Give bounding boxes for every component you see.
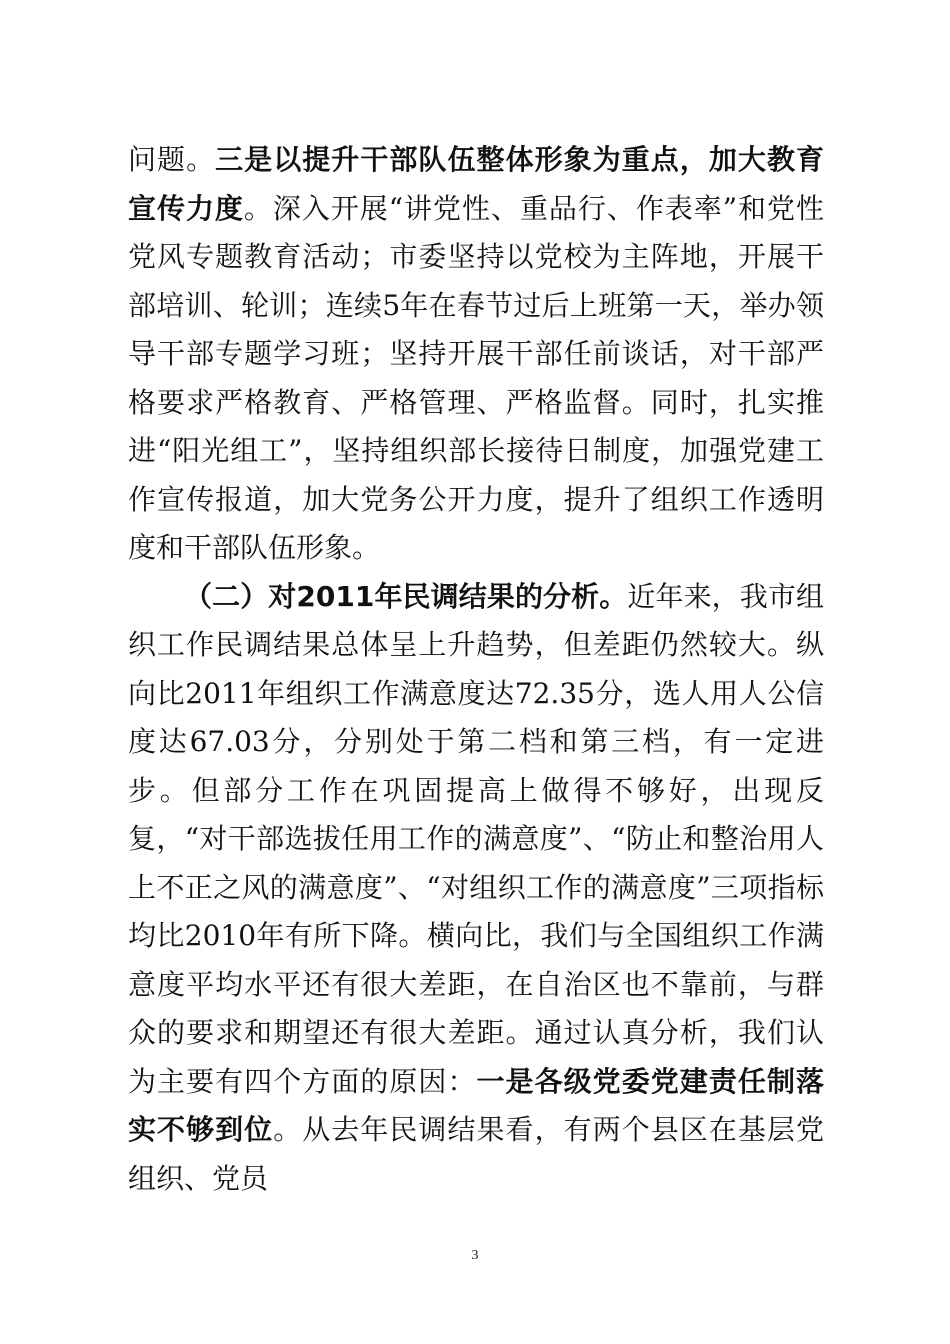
paragraph-2-tail: 。从去年民调结果看，有两个县区在基层党组织、党员	[128, 1113, 824, 1195]
page-number: 3	[471, 1248, 479, 1263]
paragraph-1-bold-heading: 三是以提升干部队伍整体形象为重点，加大教育宣传力度	[128, 143, 824, 225]
paragraph-2	[128, 573, 824, 1204]
paragraph-1-lead: 问题。	[128, 143, 216, 176]
paragraph-1-body: 。深入开展“讲党性、重品行、作表率”和党性党风专题教育活动；市委坚持以党校为主阵地，开展干部培训、轮训；连续5年在春节过后上班第一天，举办领导干部专题学习班；坚持开展干部任前谈话，对干部严格要求严格教育、严格管理、严格监督。同时，扎实推进“阳光组工”，坚持组织部长接待日制度，加强党建工作宣传报道，加大党务公开力度，提升了组织工作透明度和干部队伍形象。	[128, 191, 824, 564]
paragraph-2-bold-point: 一是各级党委党建责任制落实不够到位	[128, 1064, 824, 1146]
paragraph-1	[128, 136, 824, 573]
section-heading: （二）对2011年民调结果的分析。	[184, 579, 628, 613]
body-text	[128, 136, 824, 1203]
paragraph-2-body: 近年来，我市组织工作民调结果总体呈上升趋势，但差距仍然较大。纵向比2011年组织工作满意度达72.35分，选人用人公信度达67.03分，分别处于第二档和第三档，有一定进步。但部分工作在巩固提高上做得不够好，出现反复，“对干部选拔任用工作的满意度”、“防止和整治用人上不正之风的满意度”、“对组织工作的满意度”三项指标均比2010年有所下降。横向比，我们与全国组织工作满意度平均水平还有很大差距，在自治区也不靠前，与群众的要求和期望还有很大差距。通过认真分析，我们认为主要有四个方面的原因：	[128, 579, 824, 1098]
